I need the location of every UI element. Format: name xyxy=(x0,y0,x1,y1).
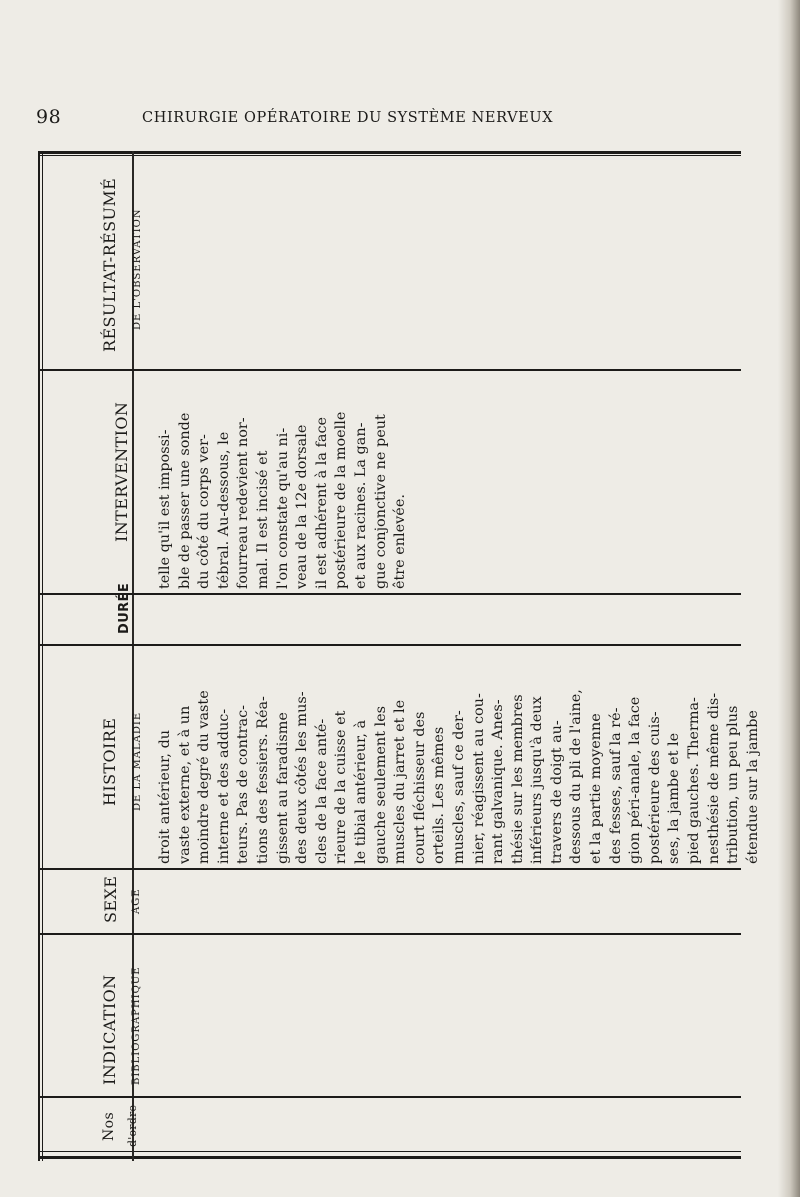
table-bottom-rule-thin xyxy=(38,1151,741,1152)
table-bottom-rule xyxy=(38,1156,741,1159)
intervention-line: ble de passer une sonde xyxy=(176,412,193,589)
histoire-line: et la partie moyenne xyxy=(588,713,605,864)
intervention-line: veau de la 12e dorsale xyxy=(294,424,311,589)
col-subtitle-histoire: DE LA MALADIE xyxy=(132,711,143,811)
col-title-intervention: INTERVENTION xyxy=(112,401,131,542)
histoire-text xyxy=(156,654,763,864)
page-edge xyxy=(778,0,800,1197)
histoire-line: cles de la face anté- xyxy=(313,718,330,864)
histoire-line: vaste externe, et à un xyxy=(176,705,193,864)
col-title-numero: Nos xyxy=(101,1111,117,1141)
histoire-line: interne et des adduc- xyxy=(215,708,232,864)
intervention-line: l'on constate qu'au ni- xyxy=(274,427,291,589)
separator-indication-numero xyxy=(38,1096,741,1098)
histoire-line: rieure de la cuisse et xyxy=(333,710,350,864)
histoire-line: muscles du jarret et le xyxy=(392,699,409,864)
col-subtitle-indication: BIBLIOGRAPHIQUE xyxy=(131,966,142,1085)
histoire-line: droit antérieur, du xyxy=(157,729,173,864)
histoire-line: orteils. Les mêmes xyxy=(431,726,448,864)
histoire-line: court fléchisseur des xyxy=(411,711,428,864)
histoire-line: le tibial antérieur, à xyxy=(352,719,369,864)
separator-sexe-indication xyxy=(38,933,741,935)
histoire-line: ses, la jambe et le xyxy=(666,732,683,864)
histoire-line: tions des fessiers. Réa- xyxy=(254,696,271,864)
histoire-line: moindre degré du vaste xyxy=(196,690,213,864)
intervention-line: et aux racines. La gan- xyxy=(352,422,369,589)
col-title-indication: INDICATION xyxy=(100,974,119,1085)
page-number: 98 xyxy=(36,106,62,128)
histoire-line: des deux côtés les mus- xyxy=(294,691,311,864)
histoire-line: inférieurs jusqu'à deux xyxy=(529,696,546,864)
intervention-line: mal. Il est incisé et xyxy=(254,450,271,589)
intervention-line: postérieure de la moelle xyxy=(333,411,350,589)
col-title-resultat: RÉSULTAT-RÉSUMÉ xyxy=(100,177,119,352)
histoire-line: pied gauches. Therma- xyxy=(686,697,703,864)
histoire-line: tribution, un peu plus xyxy=(725,705,742,864)
intervention-line: fourreau redevient nor- xyxy=(235,417,252,589)
histoire-line: rant galvanique. Anes- xyxy=(490,699,507,864)
histoire-line: gauche seulement les xyxy=(372,705,389,864)
intervention-line: être enlevée. xyxy=(392,494,409,589)
histoire-line: thésie sur les membres xyxy=(509,694,526,864)
col-subtitle-resultat: DE L'OBSERVATION xyxy=(132,208,143,330)
intervention-line: il est adhérent à la face xyxy=(313,416,330,589)
histoire-line: teurs. Pas de contrac- xyxy=(235,704,252,864)
intervention-line: telle qu'il est impossi- xyxy=(157,429,173,589)
histoire-line: nesthésie de même dis- xyxy=(705,692,722,864)
histoire-line: nier, réagissent au cou- xyxy=(470,693,487,864)
running-title: CHIRURGIE OPÉRATOIRE DU SYSTÈME NERVEUX xyxy=(142,110,554,126)
histoire-line: gion péri-anale, la face xyxy=(627,696,644,864)
col-title-sexe: SEXE xyxy=(101,875,120,923)
histoire-line: gissent au faradisme xyxy=(274,712,291,864)
histoire-line: étendue sur la jambe xyxy=(744,710,761,864)
separator-histoire-sexe xyxy=(38,868,741,870)
intervention-line: gue conjonctive ne peut xyxy=(372,414,389,589)
separator-intervention-duree xyxy=(38,593,741,595)
histoire-line: travers de doigt au- xyxy=(548,720,565,864)
histoire-line: dessous du pli de l'aine, xyxy=(568,689,585,864)
intervention-text xyxy=(156,377,411,589)
col-subtitle-numero: d'ordre xyxy=(126,1104,139,1147)
separator-resultat-intervention xyxy=(38,369,741,371)
intervention-line: tébral. Au-dessous, le xyxy=(215,431,232,589)
col-title-histoire: HISTOIRE xyxy=(100,717,119,806)
table-top-rule-thin xyxy=(38,155,741,156)
observation-table xyxy=(38,151,761,1161)
col-subtitle-sexe: AGE xyxy=(131,888,142,914)
page-header xyxy=(0,100,800,134)
col-title-duree: DURÉE xyxy=(117,582,132,634)
histoire-line: muscles, sauf ce der- xyxy=(450,710,467,864)
histoire-line: postérieure des cuis- xyxy=(646,711,663,864)
intervention-line: du côté du corps ver- xyxy=(196,434,213,589)
histoire-line: des fesses, sauf la ré- xyxy=(607,707,624,864)
table-left-border xyxy=(38,151,43,1161)
table-top-rule xyxy=(38,151,741,154)
separator-duree-histoire xyxy=(38,644,741,646)
